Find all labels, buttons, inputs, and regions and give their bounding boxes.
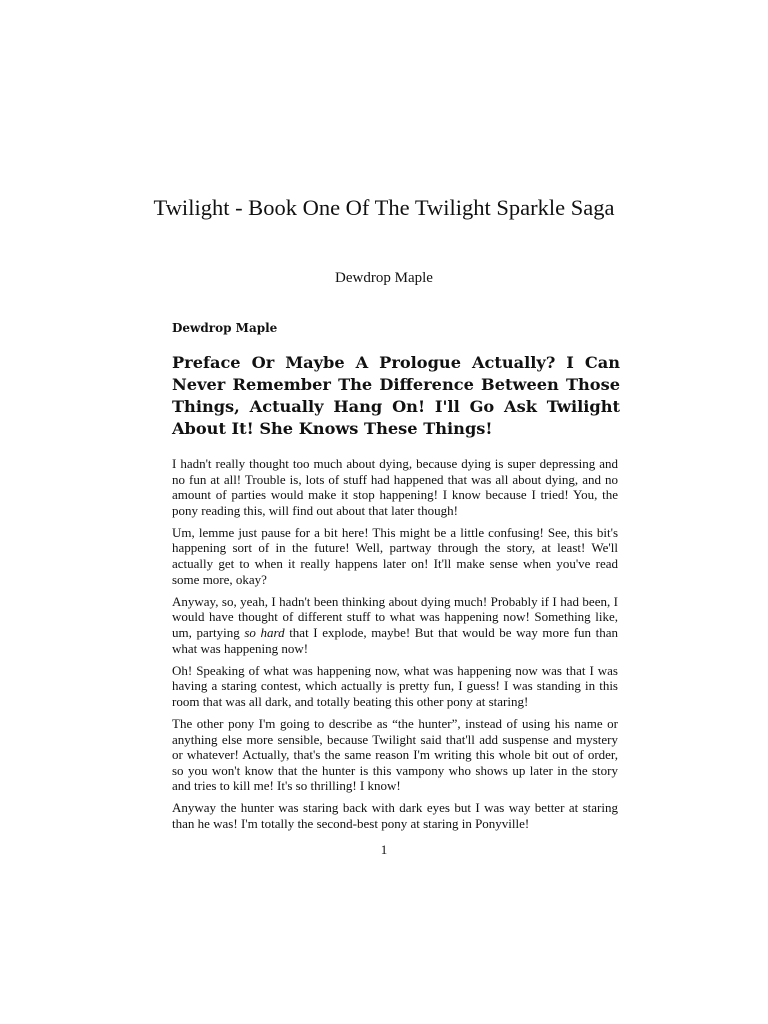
paragraph-text: Anyway, so, yeah, I hadn't been thinking about dying much! Probably if I had been, I would have thought of different stuff to what was happening now! Something like, um, partying bbox=[172, 593, 618, 640]
page-number: 1 bbox=[380, 842, 388, 857]
paragraph: I hadn't really thought too much about dying, because dying is super depressing and no fun at all! Trouble is, lots of stuff had happened that was all about dying, and no amount of parties would make it stop happening! I know because I tried! You, the pony reading this, will find out about that later though! bbox=[172, 456, 618, 518]
paragraph: The other pony I'm going to describe as “the hunter”, instead of using his name or anything else more sensible, because Twilight said that'll add suspense and mystery or whatever! Actually, that's the same reason I'm writing this whole bit out of order, so you won't know that the hunter is this vampony who shows up later in the story and tries to kill me! It's so thrilling! I know! bbox=[172, 715, 618, 794]
chapter-body bbox=[172, 456, 618, 838]
chapter-byline: Dewdrop Maple bbox=[172, 321, 278, 335]
paragraph-text: that I explode, maybe! But that would be way more fun than what was happening now! bbox=[172, 624, 619, 656]
document-author: Dewdrop Maple bbox=[335, 270, 433, 286]
document-title: Twilight - Book One Of The Twilight Sparkle Saga bbox=[153, 195, 615, 220]
paragraph: Oh! Speaking of what was happening now, what was happening now was that I was having a staring contest, which actually is pretty fun, I guess! I was standing in this room that was all dark, and totally beating this other pony at staring! bbox=[172, 662, 618, 709]
paragraph bbox=[172, 594, 618, 656]
emphasis-text: so hard bbox=[244, 624, 285, 640]
paragraph: Anyway the hunter was staring back with dark eyes but I was way better at staring than he was! I'm totally the second-best pony at staring in Ponyville! bbox=[172, 800, 618, 831]
chapter-heading: Preface Or Maybe A Prologue Actually? I Can Never Remember The Difference Between Those Things, Actually Hang On! I'll Go Ask Twilight About It! She Knows These Things! bbox=[172, 353, 620, 438]
paragraph: Um, lemme just pause for a bit here! This might be a little confusing! See, this bit's happening sort of in the future! Well, partway through the story, at least! We'll actually get to when it really happens later on! It'll make sense when you've read some more, okay? bbox=[172, 524, 618, 587]
